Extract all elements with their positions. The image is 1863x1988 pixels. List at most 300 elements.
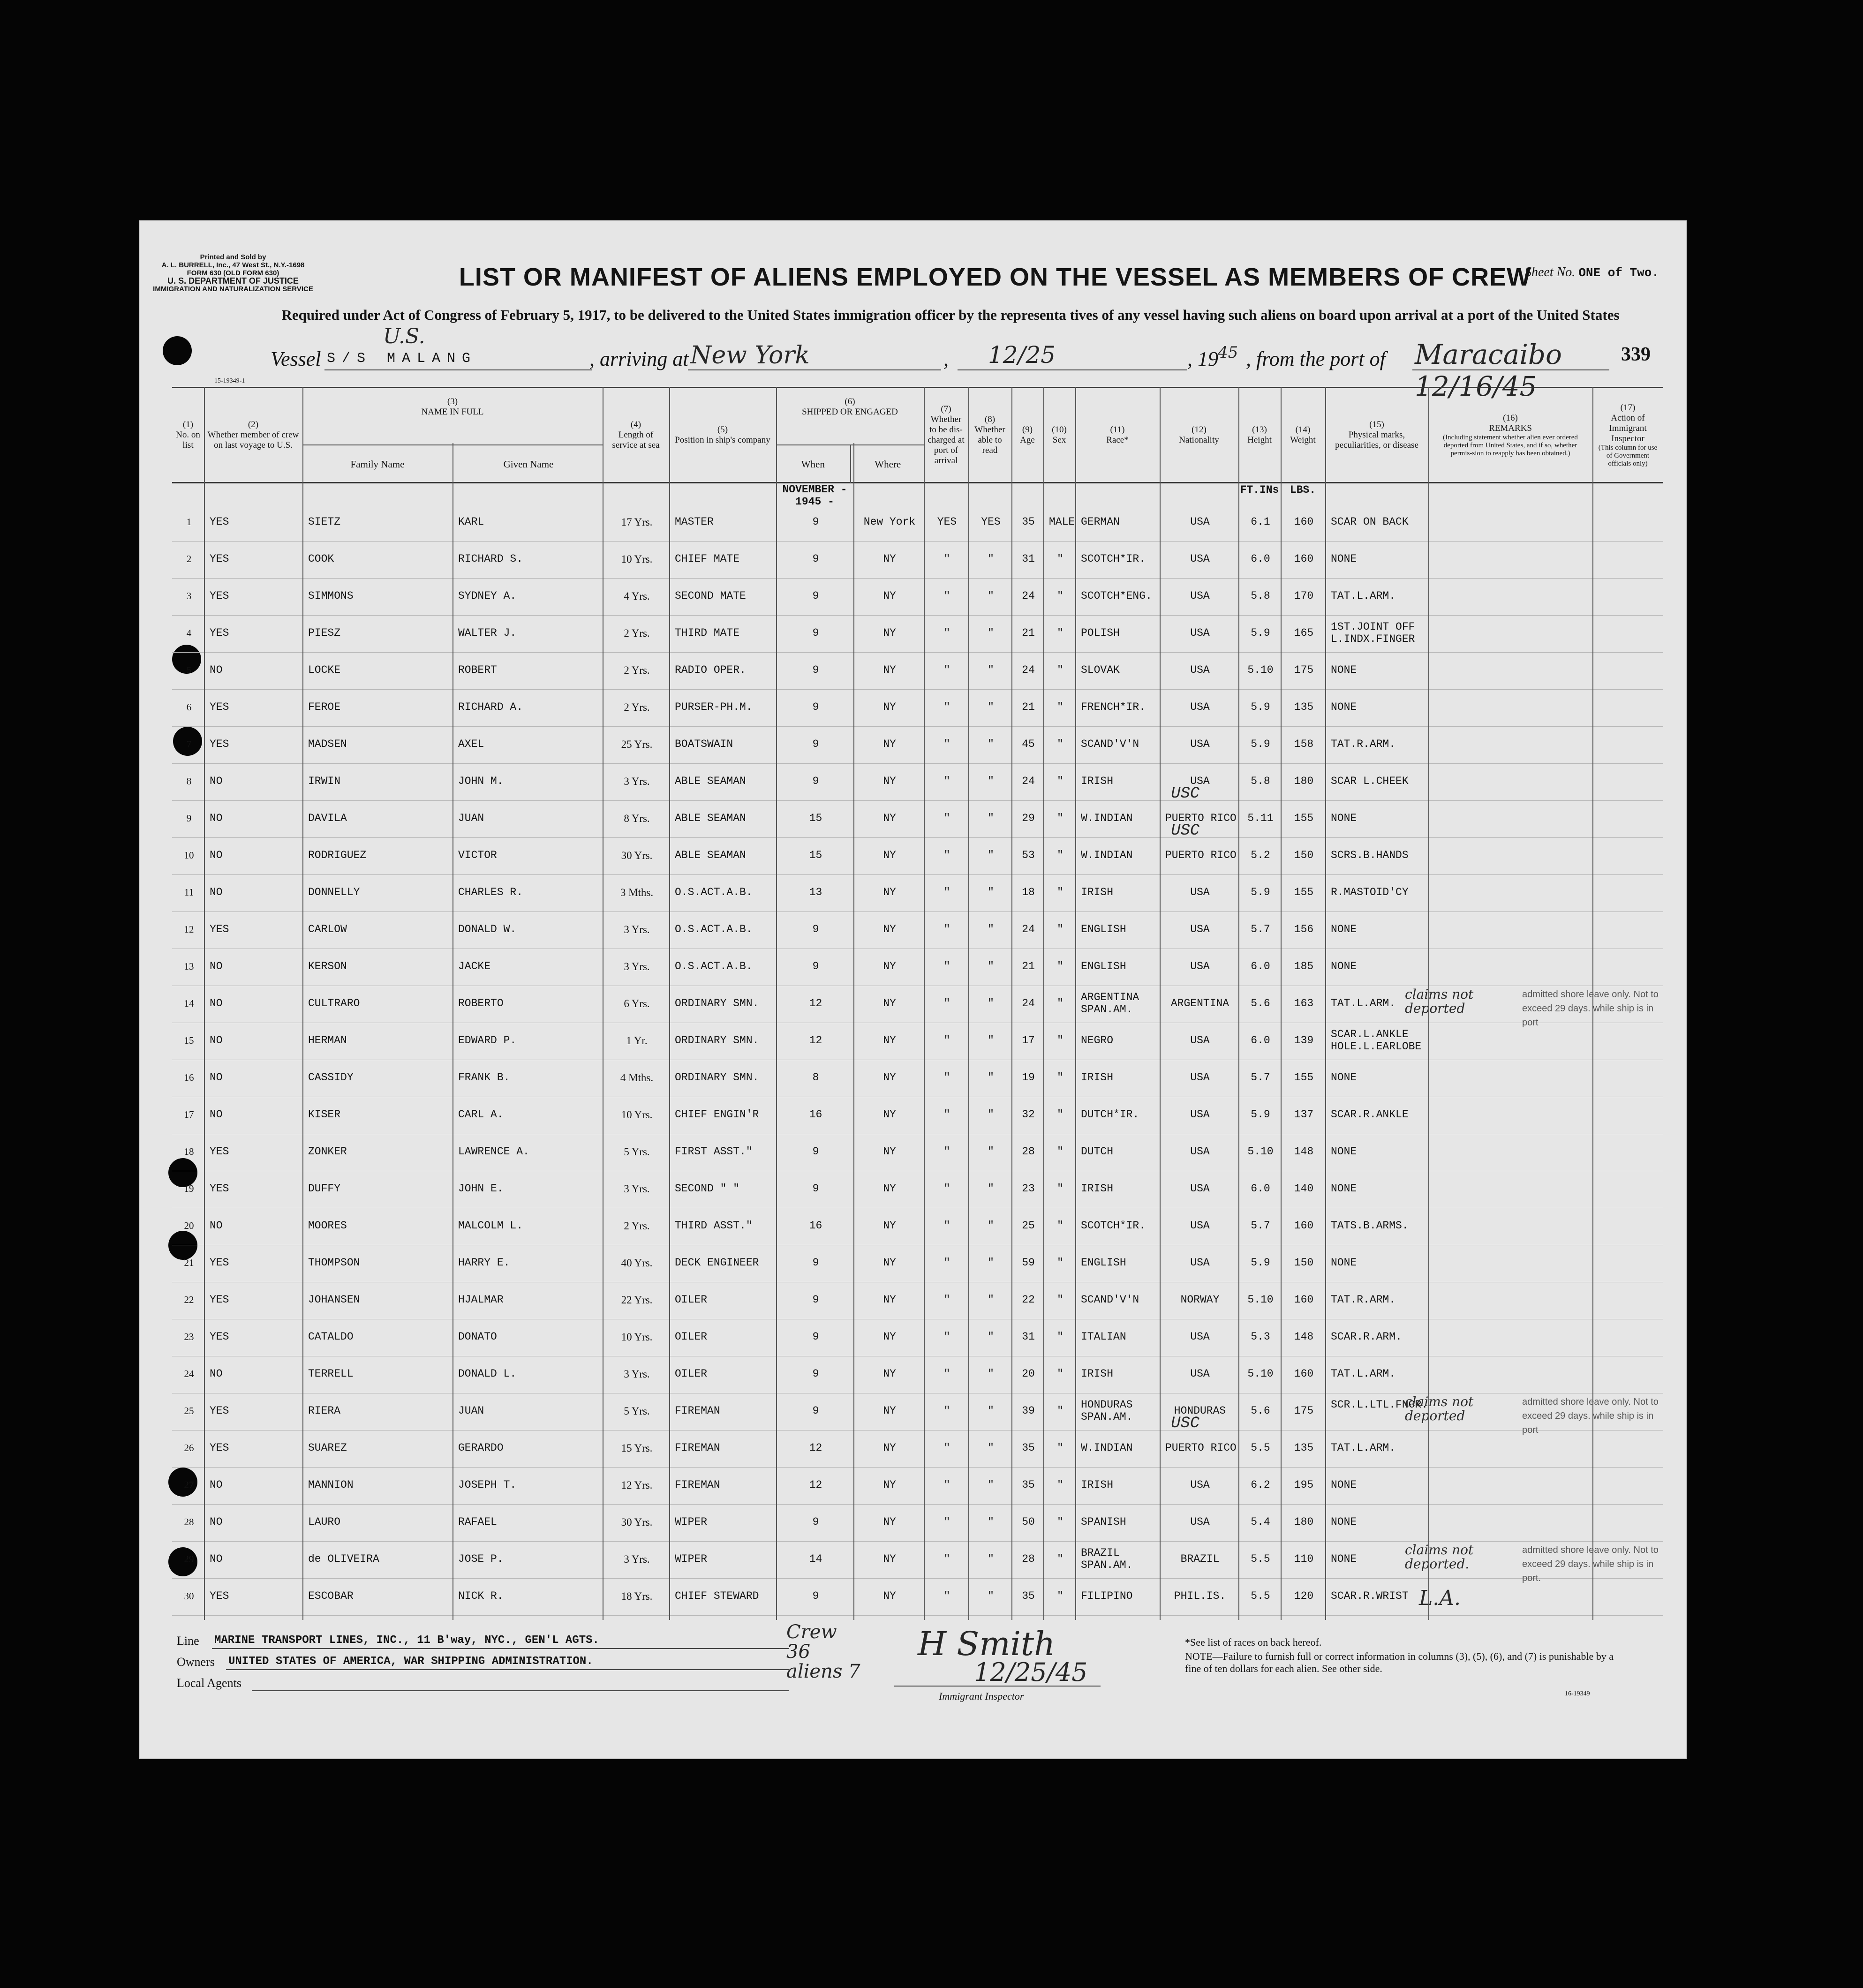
cell-marks: NONE [1331,1257,1357,1269]
cell-last: YES [210,1331,229,1343]
cell-height: 6.0 [1251,1034,1270,1047]
cell-position: SECOND " " [675,1182,740,1195]
cell-when: 9 [812,1516,819,1528]
cell-no: 29 [184,1553,194,1565]
cell-given: WALTER J. [458,627,517,639]
cell-marks: R.MASTOID'CY [1331,886,1409,898]
column-label: NAME IN FULL [421,407,484,417]
cell-age: 32 [1022,1108,1035,1121]
cell-age: 20 [1022,1368,1035,1380]
cell-height: 5.9 [1251,738,1270,750]
cell-position: ABLE SEAMAN [675,849,746,861]
table-row [172,822,1663,875]
cell-no: 15 [184,1035,194,1046]
cell-sex: " [1057,886,1063,898]
cell-where: NY [883,997,896,1009]
cell-height: 5.2 [1251,849,1270,861]
cell-nat: USA [1190,516,1210,528]
cell-read: " [988,627,994,639]
cell-race: IRISH [1081,1479,1114,1491]
cell-nat: USA [1190,775,1210,787]
cell-sex: " [1057,1034,1063,1047]
crew-table [172,387,1663,1620]
cell-given: LAWRENCE A. [458,1145,529,1158]
cell-where: NY [883,1034,896,1047]
cell-last: NO [210,960,223,972]
cell-race: IRISH [1081,775,1114,787]
cell-read: " [988,1516,994,1528]
column-number: (13) [1252,425,1267,435]
cell-given: AXEL [458,738,484,750]
nationality-note: USC [1171,1415,1200,1432]
cell-when: 9 [812,1257,819,1269]
cell-position: CHIEF MATE [675,553,740,565]
cell-no: 25 [184,1405,194,1416]
cell-read: " [988,738,994,750]
column-subheader: When [776,444,850,483]
printer-imprint [144,253,322,293]
cell-when: 9 [812,1182,819,1195]
cell-action: admitted shore leave only. Not to exceed 29 days. while ship is in port [1522,989,1659,1028]
inspector-label: Immigrant Inspector [939,1690,1024,1702]
column-number: (7) [941,404,951,414]
cell-weight: 155 [1294,812,1314,824]
table-row [172,726,1663,764]
year-suffix: 45 [1218,343,1238,362]
cell-marks: TAT.R.ARM. [1331,738,1396,750]
cell-remark: claims not deported [1405,1394,1474,1423]
cell-age: 18 [1022,886,1035,898]
cell-service: 3 Yrs. [624,961,650,972]
cell-race: SLOVAK [1081,664,1120,676]
cell-when: 12 [809,1479,822,1491]
cell-disch: " [943,1145,950,1158]
cell-given: DONALD L. [458,1368,517,1380]
cell-marks: SCAR.R.ARM. [1331,1331,1402,1343]
cell-age: 31 [1022,1331,1035,1343]
cell-position: O.S.ACT.A.B. [675,960,753,972]
cell-race: SCAND'V'N [1081,1294,1139,1306]
cell-position: WIPER [675,1516,708,1528]
cell-age: 35 [1022,516,1035,528]
cell-sex: " [1057,1516,1063,1528]
cell-family: COOK [308,553,334,565]
cell-no: 27 [184,1479,194,1491]
cell-height: 5.5 [1251,1590,1270,1602]
cell-disch: " [943,997,950,1009]
cell-height: 5.7 [1251,1071,1270,1084]
cell-nat: USA [1190,1220,1210,1232]
cell-read: " [988,590,994,602]
cell-action: admitted shore leave only. Not to exceed 29 days. while ship is in port [1522,1397,1659,1435]
cell-position: SECOND MATE [675,590,746,602]
cell-last: NO [210,1071,223,1084]
column-number: (6) [845,397,855,407]
printed-by: Printed and Sold by [200,253,266,261]
arrival-date: 12/25 [988,341,1056,369]
form-small-code: 15-19349-1 [214,377,245,384]
cell-last: YES [210,1294,229,1306]
cell-marks: NONE [1331,664,1357,676]
penalty-note: NOTE—Failure to furnish full or correct information in columns (3), (5), (6), and (7) is punishable by a fine of ten dollars for each alien. See other side. [1185,1650,1614,1674]
crew-note: Crew 36 aliens 7 [786,1621,860,1682]
cell-service: 40 Yrs. [621,1257,653,1269]
cell-where: NY [883,1553,896,1565]
cell-last: YES [210,1257,229,1269]
cell-height: 5.5 [1251,1553,1270,1565]
table-row [172,785,1663,838]
cell-sex: " [1057,1590,1063,1602]
cell-no: 23 [184,1331,194,1342]
cell-marks: NONE [1331,812,1357,824]
cell-family: SUAREZ [308,1442,347,1454]
cell-family: HERMAN [308,1034,347,1047]
table-row [172,1171,1663,1208]
cell-sex: " [1057,1257,1063,1269]
cell-race: ENGLISH [1081,923,1126,935]
column-number: (4) [630,420,641,429]
cell-read: " [988,1294,994,1306]
table-row [172,763,1663,801]
cell-family: THOMPSON [308,1257,360,1269]
cell-where: NY [883,1479,896,1491]
cell-action: admitted shore leave only. Not to exceed 29 days. while ship is in port. [1522,1545,1659,1583]
table-row [172,1393,1663,1435]
cell-when: 9 [812,1368,819,1380]
cell-given: ROBERT [458,664,497,676]
column-number: (12) [1192,425,1207,435]
cell-marks: NONE [1331,923,1357,935]
cell-nat: USA [1190,1145,1210,1158]
cell-weight: 180 [1294,775,1314,787]
arriving-port: New York [690,341,810,369]
cell-given: MALCOLM L. [458,1220,523,1232]
cell-sex: " [1057,627,1063,639]
cell-sex: " [1057,590,1063,602]
cell-nat: USA [1190,664,1210,676]
cell-position: OILER [675,1331,708,1343]
footer-code: 16-19349 [1565,1690,1590,1697]
owners-label: Owners [177,1655,215,1669]
cell-nat: USA [1190,1331,1210,1343]
cell-where: NY [883,1071,896,1084]
cell-height: 5.6 [1251,1405,1270,1417]
cell-read: " [988,1368,994,1380]
cell-race: ENGLISH [1081,960,1126,972]
cell-family: MOORES [308,1220,347,1232]
cell-weight: 148 [1294,1145,1314,1158]
cell-service: 25 Yrs. [621,738,653,750]
column-number: (3) [447,397,458,407]
column-label: Weight [1290,435,1316,445]
department: U. S. DEPARTMENT OF JUSTICE [167,276,299,286]
cell-marks: SCAR.L.ANKLE HOLE.L.EARLOBE [1331,1028,1422,1053]
cell-read: " [988,553,994,565]
cell-weight: 170 [1294,590,1314,602]
cell-height: 6.0 [1251,553,1270,565]
cell-age: 24 [1022,923,1035,935]
cell-read: " [988,1590,994,1602]
cell-where: NY [883,1294,896,1306]
cell-last: NO [210,1220,223,1232]
column-label: Height [1247,435,1272,445]
cell-position: O.S.ACT.A.B. [675,923,753,935]
cell-height: 5.7 [1251,1220,1270,1232]
table-row [172,874,1663,912]
cell-position: FIREMAN [675,1442,720,1454]
cell-service: 30 Yrs. [621,850,653,861]
cell-disch: " [943,664,950,676]
column-header [968,388,1011,482]
table-row [172,1097,1663,1134]
cell-given: EDWARD P. [458,1034,517,1047]
table-row [172,504,1663,542]
cell-no: 24 [184,1368,194,1379]
cell-last: NO [210,775,223,787]
cell-given: RICHARD S. [458,553,523,565]
column-label: Nationality [1179,435,1219,445]
table-row [172,1356,1663,1393]
cell-when: 15 [809,849,822,861]
cell-position: ORDINARY SMN. [675,1034,759,1047]
cell-last: YES [210,553,229,565]
cell-read: YES [981,516,1001,528]
cell-nat: PUERTO RICO [1165,1442,1237,1454]
cell-given: CHARLES R. [458,886,523,898]
cell-disch: YES [937,516,957,528]
cell-when: 9 [812,1405,819,1417]
vessel-label: Vessel [271,347,321,370]
cell-sex: " [1057,775,1063,787]
cell-read: " [988,1108,994,1121]
cell-marks: TAT.L.ARM. [1331,1442,1396,1454]
cell-family: DONNELLY [308,886,360,898]
cell-height: 6.2 [1251,1479,1270,1491]
cell-nat: USA [1190,1368,1210,1380]
cell-marks: NONE [1331,960,1357,972]
cell-read: " [988,701,994,713]
cell-service: 2 Yrs. [624,627,650,639]
cell-height: 5.11 [1247,812,1274,824]
cell-weight: 150 [1294,849,1314,861]
cell-height: 6.0 [1251,960,1270,972]
cell-height: 5.3 [1251,1331,1270,1343]
cell-remark: claims not deported [1405,986,1474,1016]
cell-disch: " [943,553,950,565]
cell-given: CARL A. [458,1108,504,1121]
cell-given: JOHN M. [458,775,504,787]
cell-marks: NONE [1331,1145,1357,1158]
cell-sex: " [1057,1442,1063,1454]
cell-no: 9 [186,813,192,824]
cell-marks: SCAR.R.WRIST [1331,1590,1409,1602]
cell-family: SIMMONS [308,590,354,602]
column-number: (16) [1503,413,1518,423]
cell-race: IRISH [1081,1368,1114,1380]
column-header [1238,388,1281,482]
cell-nat: ARGENTINA [1170,997,1229,1009]
cell-last: YES [210,1405,229,1417]
column-label: Length of service at sea [612,430,660,450]
cell-age: 35 [1022,1590,1035,1602]
cell-disch: " [943,1553,950,1565]
cell-when: 14 [809,1553,822,1565]
cell-read: " [988,1553,994,1565]
cell-age: 50 [1022,1516,1035,1528]
column-header [1160,388,1238,482]
cell-race: SCOTCH*IR. [1081,553,1146,565]
table-row [172,911,1663,949]
cell-nat: USA [1190,1034,1210,1047]
column-header [1428,388,1592,482]
cell-nat: USA [1190,738,1210,750]
cell-last: YES [210,701,229,713]
cell-where: NY [883,1145,896,1158]
cell-read: " [988,1257,994,1269]
cell-last: NO [210,997,223,1009]
cell-race: W.INDIAN [1081,849,1133,861]
cell-sex: " [1057,960,1063,972]
cell-service: 2 Yrs. [624,664,650,676]
cell-where: New York [863,516,916,528]
cell-nat: USA [1190,1516,1210,1528]
column-subheader: Where [850,444,925,483]
cell-marks: SCAR ON BACK [1331,516,1409,528]
cell-race: IRISH [1081,886,1114,898]
cell-disch: " [943,1442,950,1454]
cell-weight: 110 [1294,1553,1314,1565]
cell-weight: 155 [1294,886,1314,898]
cell-disch: " [943,849,950,861]
table-row [172,949,1663,986]
cell-read: " [988,1220,994,1232]
cell-weight: 195 [1294,1479,1314,1491]
column-header [603,388,669,482]
cell-no: 4 [186,627,192,639]
cell-weight: 175 [1294,1405,1314,1417]
cell-race: W.INDIAN [1081,812,1133,824]
column-header [1011,388,1043,482]
cell-disch: " [943,1294,950,1306]
cell-last: YES [210,590,229,602]
cell-race: IRISH [1081,1071,1114,1084]
cell-given: DONALD W. [458,923,517,935]
cell-service: 10 Yrs. [621,1109,653,1121]
cell-age: 31 [1022,553,1035,565]
cell-where: NY [883,886,896,898]
cell-service: 3 Yrs. [624,1553,650,1565]
cell-height: 5.5 [1251,1442,1270,1454]
cell-when: 9 [812,1590,819,1602]
cell-no: 26 [184,1442,194,1453]
cell-race: SCOTCH*ENG. [1081,590,1152,602]
cell-given: KARL [458,516,484,528]
line-value: MARINE TRANSPORT LINES, INC., 11 B'way, NYC., GEN'L AGTS. [214,1634,599,1647]
column-header [1592,388,1663,482]
cell-given: JACKE [458,960,491,972]
cell-height: 5.10 [1247,1145,1274,1158]
table-row [172,1282,1663,1319]
cell-family: DAVILA [308,812,347,824]
cell-last: YES [210,923,229,935]
cell-where: NY [883,1182,896,1195]
cell-position: ABLE SEAMAN [675,812,746,824]
cell-sex: " [1057,1182,1063,1195]
cell-no: 19 [184,1183,194,1194]
cell-weight: 150 [1294,1257,1314,1269]
cell-marks: SCAR.R.ANKLE [1331,1108,1409,1121]
cell-height: 5.10 [1247,1368,1274,1380]
cell-read: " [988,1034,994,1047]
cell-family: JOHANSEN [308,1294,360,1306]
cell-age: 59 [1022,1257,1035,1269]
cell-given: NICK R. [458,1590,504,1602]
cell-given: DONATO [458,1331,497,1343]
table-row [172,1467,1663,1505]
cell-nat: USA [1190,627,1210,639]
cell-service: 10 Yrs. [621,553,653,565]
cell-where: NY [883,923,896,935]
cell-given: JOSE P. [458,1553,504,1565]
cell-no: 8 [186,776,192,787]
cell-disch: " [943,1590,950,1602]
cell-nat: USA [1190,553,1210,565]
table-row [172,1134,1663,1171]
cell-service: 15 Yrs. [621,1442,653,1454]
cell-age: 28 [1022,1553,1035,1565]
cell-family: CARLOW [308,923,347,935]
cell-age: 23 [1022,1182,1035,1195]
cell-service: 2 Yrs. [624,1220,650,1232]
cell-age: 21 [1022,701,1035,713]
cell-service: 5 Yrs. [624,1146,650,1158]
cell-nat: USA [1190,923,1210,935]
cell-marks: TAT.L.ARM. [1331,590,1396,602]
cell-given: JOSEPH T. [458,1479,517,1491]
cell-marks: TATS.B.ARMS. [1331,1220,1409,1232]
cell-nat: NORWAY [1180,1294,1220,1306]
cell-sex: " [1057,849,1063,861]
cell-marks: SCR.L.LTL.FNGR. [1331,1399,1428,1411]
column-label: Whether able to read [974,425,1005,455]
cell-height: 5.10 [1247,664,1274,676]
cell-no: 17 [184,1109,194,1120]
cell-service: 8 Yrs. [624,813,650,824]
column-number: (2) [248,420,259,429]
cell-service: 12 Yrs. [621,1479,653,1491]
cell-position: RADIO OPER. [675,664,746,676]
cell-no: 1 [186,516,192,527]
cell-family: CULTRARO [308,997,360,1009]
cell-weight: 135 [1294,1442,1314,1454]
cell-no: 2 [186,553,192,565]
cell-weight: 156 [1294,923,1314,935]
cell-age: 22 [1022,1294,1035,1306]
cell-service: 3 Yrs. [624,1183,650,1195]
cell-sex: " [1057,1368,1063,1380]
cell-family: PIESZ [308,627,341,639]
cell-no: 16 [184,1072,194,1083]
column-label: Physical marks, peculiarities, or disease [1335,430,1418,450]
cell-sex: " [1057,812,1063,824]
cell-nat: USA [1190,1108,1210,1121]
cell-no: 21 [184,1257,194,1268]
column-detail: (Including statement whether alien ever ordered deported from United States, and if so, whether permis-sion to reapply has been obtained.) [1443,433,1578,457]
table-row [172,689,1663,727]
cell-service: 10 Yrs. [621,1331,653,1343]
cell-when: 9 [812,775,819,787]
cell-marks: NONE [1331,1182,1357,1195]
